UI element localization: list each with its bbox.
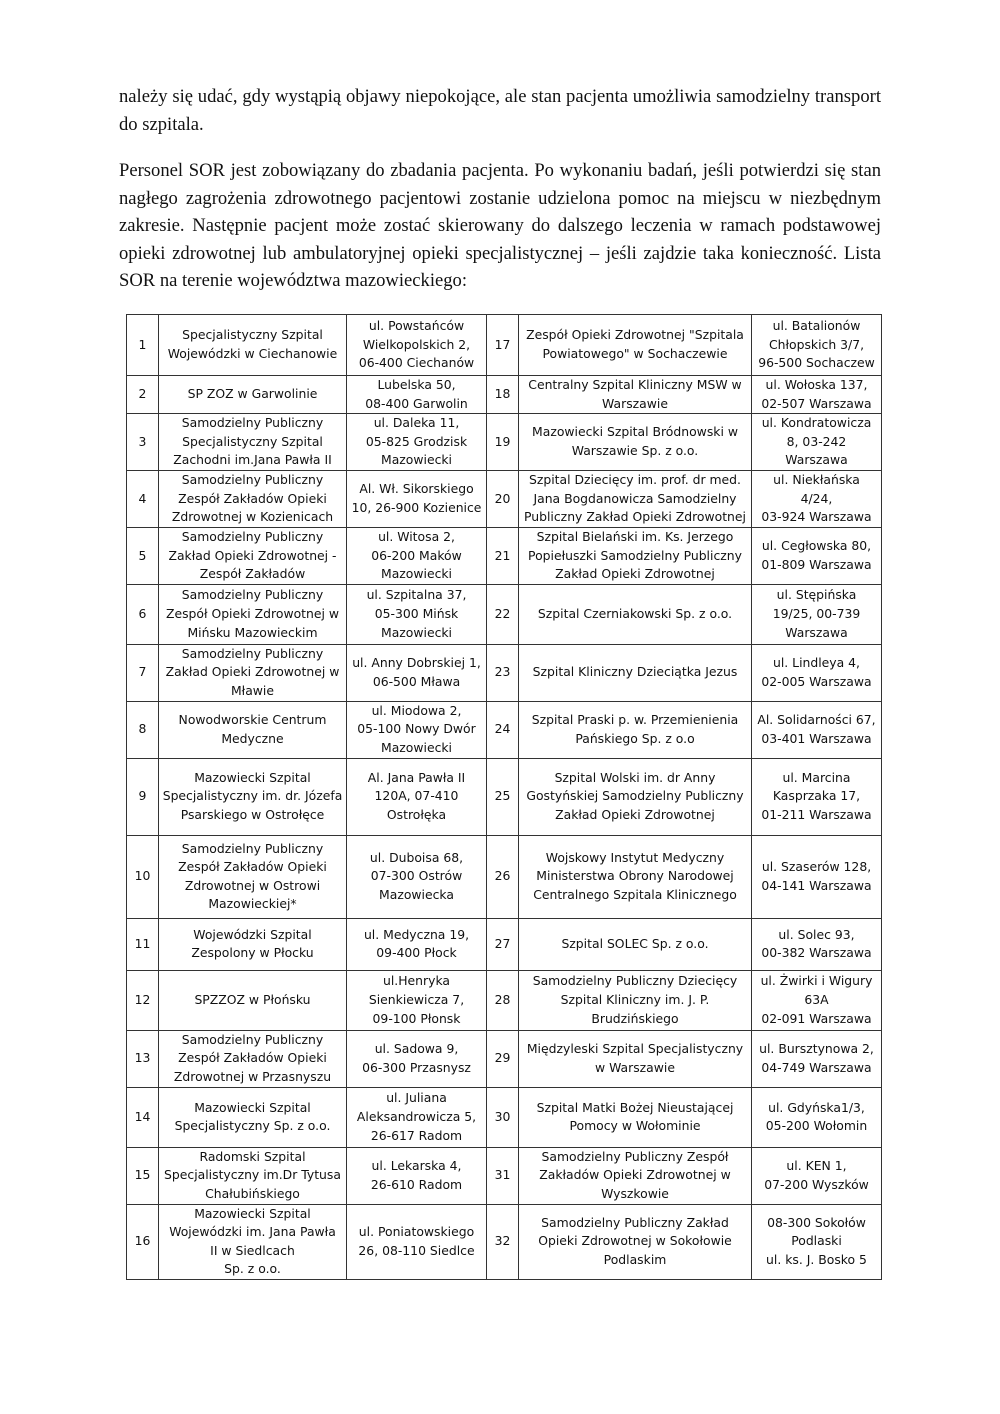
left-row-number: 10: [127, 835, 159, 918]
left-hospital-address: ul. Sadowa 9, 06-300 Przasnysz: [347, 1030, 487, 1087]
left-hospital-address: ul.Henryka Sienkiewicza 7, 09-100 Płonsk: [347, 970, 487, 1030]
left-hospital-name: Samodzielny Publiczny Zespół Opieki Zdrowotnej w Mińsku Mazowieckim: [159, 584, 347, 644]
left-hospital-address: ul. Poniatowskiego 26, 08-110 Siedlce: [347, 1204, 487, 1279]
table-row: [127, 758, 882, 835]
table-row: [127, 970, 882, 1030]
right-hospital-name: Szpital Praski p. w. Przemienienia Pańskiego Sp. z o.o: [519, 701, 752, 758]
left-hospital-address: ul. Anny Dobrskiej 1, 06-500 Mława: [347, 644, 487, 701]
right-hospital-address: ul. Gdyńska1/3, 05-200 Wołomin: [752, 1087, 882, 1147]
left-row-number: 16: [127, 1204, 159, 1279]
left-row-number: 1: [127, 315, 159, 376]
left-row-number: 3: [127, 414, 159, 471]
left-hospital-address: ul. Miodowa 2, 05-100 Nowy Dwór Mazowiecki: [347, 701, 487, 758]
right-hospital-name: Zespół Opieki Zdrowotnej "Szpitala Powiatowego" w Sochaczewie: [519, 315, 752, 376]
table-row: [127, 1030, 882, 1087]
right-hospital-name: Szpital SOLEC Sp. z o.o.: [519, 918, 752, 970]
left-hospital-address: ul. Szpitalna 37, 05-300 Mińsk Mazowiecki: [347, 584, 487, 644]
table-row: [127, 1204, 882, 1279]
intro-paragraph: należy się udać, gdy wystąpią objawy niepokojące, ale stan pacjenta umożliwia samodzielny transport do szpitala.: [119, 86, 881, 135]
left-hospital-name: Nowodworskie Centrum Medyczne: [159, 701, 347, 758]
left-hospital-name: Samodzielny Publiczny Zespół Zakładów Opieki Zdrowotnej w Przasnyszu: [159, 1030, 347, 1087]
left-row-number: 9: [127, 758, 159, 835]
right-hospital-name: Międzyleski Szpital Specjalistyczny w Warszawie: [519, 1030, 752, 1087]
left-hospital-name: Mazowiecki Szpital Specjalistyczny im. dr. Józefa Psarskiego w Ostrołęce: [159, 758, 347, 835]
right-hospital-name: Samodzielny Publiczny Zespół Zakładów Opieki Zdrowotnej w Wyszkowie: [519, 1147, 752, 1204]
left-row-number: 15: [127, 1147, 159, 1204]
right-row-number: 27: [487, 918, 519, 970]
right-row-number: 24: [487, 701, 519, 758]
right-row-number: 22: [487, 584, 519, 644]
table-row: [127, 414, 882, 471]
right-row-number: 32: [487, 1204, 519, 1279]
left-hospital-name: Samodzielny Publiczny Zespół Zakładów Opieki Zdrowotnej w Ostrowi Mazowieckiej*: [159, 835, 347, 918]
sor-hospital-table: [126, 314, 882, 1280]
sor-table-body: [127, 315, 882, 1280]
table-row: [127, 527, 882, 584]
right-hospital-name: Wojskowy Instytut Medyczny Ministerstwa Obrony Narodowej Centralnego Szpitala Klinicznego: [519, 835, 752, 918]
right-hospital-address: 08-300 Sokołów Podlaski ul. ks. J. Bosko 5: [752, 1204, 882, 1279]
right-hospital-address: ul. Bursztynowa 2, 04-749 Warszawa: [752, 1030, 882, 1087]
left-hospital-name: Samodzielny Publiczny Zespół Zakładów Opieki Zdrowotnej w Kozienicach: [159, 470, 347, 527]
right-hospital-address: ul. Cegłowska 80, 01-809 Warszawa: [752, 527, 882, 584]
right-hospital-name: Szpital Bielański im. Ks. Jerzego Popiełuszki Samodzielny Publiczny Zakład Opieki Zdrowotnej: [519, 527, 752, 584]
left-row-number: 7: [127, 644, 159, 701]
left-hospital-name: Mazowiecki Szpital Specjalistyczny Sp. z o.o.: [159, 1087, 347, 1147]
right-hospital-name: Samodzielny Publiczny Dziecięcy Szpital Kliniczny im. J. P. Brudzińskiego: [519, 970, 752, 1030]
left-row-number: 5: [127, 527, 159, 584]
left-hospital-name: SP ZOZ w Garwolinie: [159, 376, 347, 414]
left-hospital-name: Specjalistyczny Szpital Wojewódzki w Ciechanowie: [159, 315, 347, 376]
right-hospital-address: ul. Stępińska 19/25, 00-739 Warszawa: [752, 584, 882, 644]
left-hospital-name: Samodzielny Publiczny Zakład Opieki Zdrowotnej w Mławie: [159, 644, 347, 701]
right-hospital-address: ul. Solec 93, 00-382 Warszawa: [752, 918, 882, 970]
table-row: [127, 470, 882, 527]
left-row-number: 12: [127, 970, 159, 1030]
left-hospital-address: Al. Jana Pawła II 120A, 07-410 Ostrołęka: [347, 758, 487, 835]
right-row-number: 25: [487, 758, 519, 835]
right-hospital-address: ul. Kondratowicza 8, 03-242 Warszawa: [752, 414, 882, 471]
left-hospital-address: ul. Duboisa 68, 07-300 Ostrów Mazowiecka: [347, 835, 487, 918]
table-row: [127, 918, 882, 970]
right-hospital-address: ul. Batalionów Chłopskich 3/7, 96-500 Sochaczew: [752, 315, 882, 376]
left-hospital-address: ul. Medyczna 19, 09-400 Płock: [347, 918, 487, 970]
left-hospital-name: Radomski Szpital Specjalistyczny im.Dr Tytusa Chałubińskiego: [159, 1147, 347, 1204]
left-row-number: 2: [127, 376, 159, 414]
table-row: [127, 835, 882, 918]
right-row-number: 29: [487, 1030, 519, 1087]
table-row: [127, 1147, 882, 1204]
right-hospital-name: Szpital Dziecięcy im. prof. dr med. Jana Bogdanowicza Samodzielny Publiczny Zakład Opieki Zdrowotnej: [519, 470, 752, 527]
right-row-number: 26: [487, 835, 519, 918]
table-row: [127, 701, 882, 758]
left-row-number: 13: [127, 1030, 159, 1087]
left-hospital-name: SPZZOZ w Płońsku: [159, 970, 347, 1030]
table-row: [127, 376, 882, 414]
left-hospital-address: ul. Powstańców Wielkopolskich 2, 06-400 Ciechanów: [347, 315, 487, 376]
left-hospital-address: Lubelska 50, 08-400 Garwolin: [347, 376, 487, 414]
right-row-number: 20: [487, 470, 519, 527]
right-hospital-address: ul. Żwirki i Wigury 63A 02-091 Warszawa: [752, 970, 882, 1030]
right-hospital-address: ul. Marcina Kasprzaka 17, 01-211 Warszawa: [752, 758, 882, 835]
table-row: [127, 315, 882, 376]
right-hospital-name: Mazowiecki Szpital Bródnowski w Warszawie Sp. z o.o.: [519, 414, 752, 471]
table-row: [127, 584, 882, 644]
right-hospital-name: Szpital Kliniczny Dzieciątka Jezus: [519, 644, 752, 701]
left-row-number: 4: [127, 470, 159, 527]
right-hospital-address: Al. Solidarności 67, 03-401 Warszawa: [752, 701, 882, 758]
right-row-number: 28: [487, 970, 519, 1030]
left-row-number: 6: [127, 584, 159, 644]
left-row-number: 8: [127, 701, 159, 758]
left-hospital-name: Samodzielny Publiczny Zakład Opieki Zdrowotnej - Zespół Zakładów: [159, 527, 347, 584]
right-hospital-address: ul. Szaserów 128, 04-141 Warszawa: [752, 835, 882, 918]
right-hospital-name: Szpital Matki Bożej Nieustającej Pomocy w Wołominie: [519, 1087, 752, 1147]
left-hospital-address: ul. Lekarska 4, 26-610 Radom: [347, 1147, 487, 1204]
left-hospital-address: ul. Daleka 11, 05-825 Grodzisk Mazowiecki: [347, 414, 487, 471]
left-hospital-address: ul. Juliana Aleksandrowicza 5, 26-617 Radom: [347, 1087, 487, 1147]
right-row-number: 30: [487, 1087, 519, 1147]
table-row: [127, 1087, 882, 1147]
left-hospital-name: Mazowiecki Szpital Wojewódzki im. Jana Pawła II w Siedlcach Sp. z o.o.: [159, 1204, 347, 1279]
table-row: [127, 644, 882, 701]
right-row-number: 21: [487, 527, 519, 584]
right-hospital-address: ul. Niekłańska 4/24, 03-924 Warszawa: [752, 470, 882, 527]
left-row-number: 14: [127, 1087, 159, 1147]
right-row-number: 18: [487, 376, 519, 414]
right-hospital-address: ul. KEN 1, 07-200 Wyszków: [752, 1147, 882, 1204]
left-hospital-address: Al. Wł. Sikorskiego 10, 26-900 Kozienice: [347, 470, 487, 527]
sor-description-paragraph: Personel SOR jest zobowiązany do zbadania pacjenta. Po wykonaniu badań, jeśli potwierdzi się stan nagłego zagrożenia zdrowotnego pacjentowi zostanie udzielona pomoc na miejscu w niezbędnym zakresie. Następnie pacjent może zostać skierowany do dalszego leczenia w ramach podstawowej opieki zdrowotnej lub ambulatoryjnej opieki specjalistycznej – jeśli zajdzie taka konieczność. Lista SOR na terenie województwa mazowieckiego:: [119, 160, 881, 291]
right-hospital-name: Samodzielny Publiczny Zakład Opieki Zdrowotnej w Sokołowie Podlaskim: [519, 1204, 752, 1279]
left-hospital-name: Samodzielny Publiczny Specjalistyczny Szpital Zachodni im.Jana Pawła II: [159, 414, 347, 471]
right-row-number: 23: [487, 644, 519, 701]
left-hospital-name: Wojewódzki Szpital Zespolony w Płocku: [159, 918, 347, 970]
right-hospital-address: ul. Lindleya 4, 02-005 Warszawa: [752, 644, 882, 701]
right-hospital-name: Szpital Wolski im. dr Anny Gostyńskiej Samodzielny Publiczny Zakład Opieki Zdrowotnej: [519, 758, 752, 835]
right-row-number: 19: [487, 414, 519, 471]
right-hospital-name: Szpital Czerniakowski Sp. z o.o.: [519, 584, 752, 644]
right-row-number: 31: [487, 1147, 519, 1204]
left-row-number: 11: [127, 918, 159, 970]
right-hospital-name: Centralny Szpital Kliniczny MSW w Warszawie: [519, 376, 752, 414]
right-row-number: 17: [487, 315, 519, 376]
left-hospital-address: ul. Witosa 2, 06-200 Maków Mazowiecki: [347, 527, 487, 584]
right-hospital-address: ul. Wołoska 137, 02-507 Warszawa: [752, 376, 882, 414]
